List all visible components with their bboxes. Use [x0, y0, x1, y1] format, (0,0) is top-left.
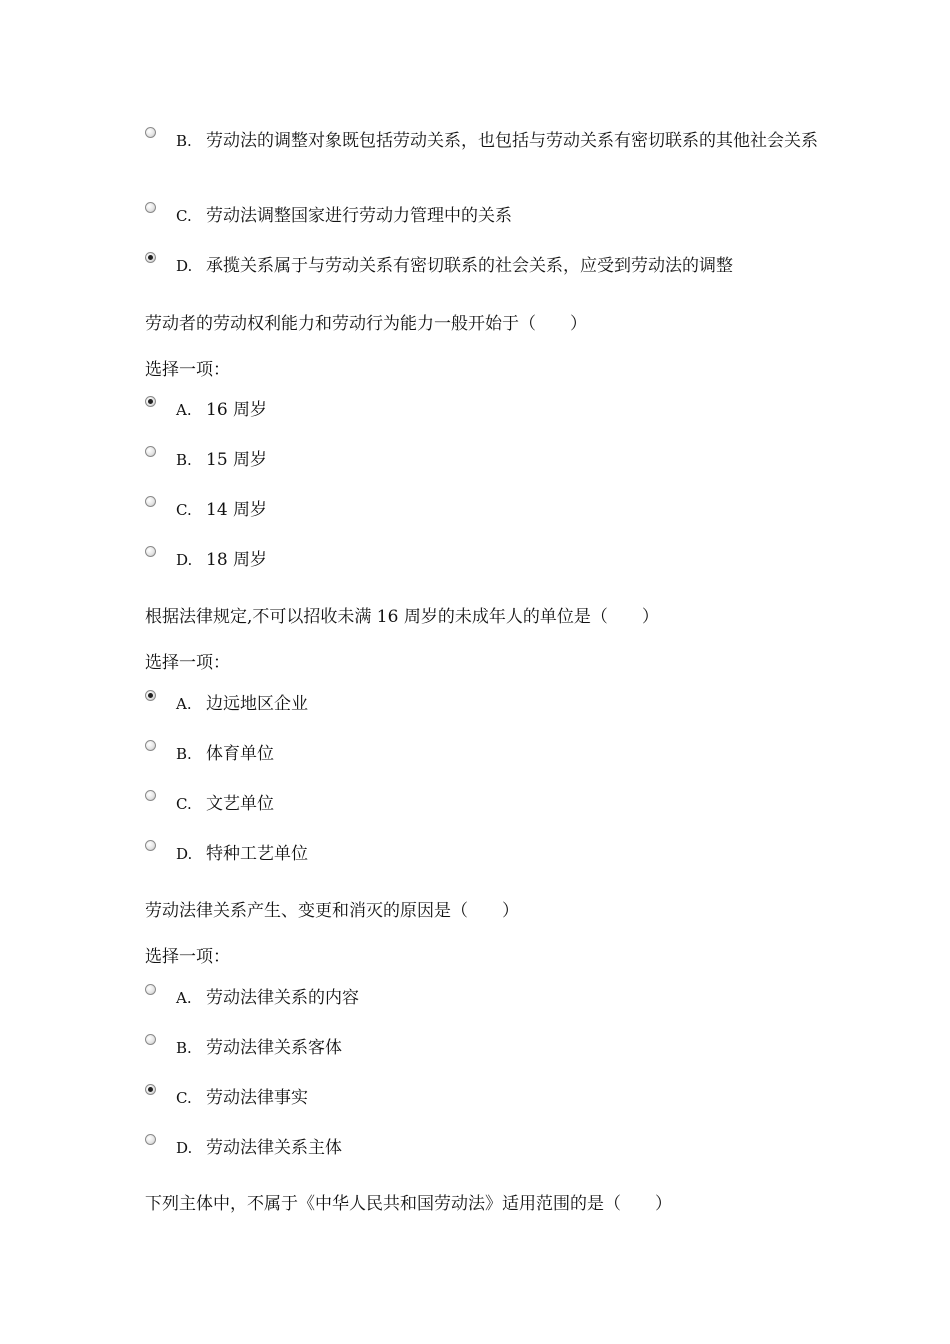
option-text: 体育单位 — [206, 744, 274, 764]
q0-option-b[interactable] — [145, 124, 825, 158]
option-letter: B. — [176, 132, 192, 150]
select-one-prompt: 选择一项： — [145, 947, 230, 967]
option-text: 16 周岁 — [206, 400, 268, 420]
option-text: 18 周岁 — [206, 550, 268, 570]
option-text: 劳动法律关系客体 — [206, 1038, 342, 1058]
radio-button[interactable] — [145, 446, 156, 457]
question-stem: 下列主体中，不属于《中华人民共和国劳动法》适用范围的是（ ） — [145, 1194, 672, 1214]
option-letter: D. — [176, 551, 193, 569]
q3-option-d[interactable] — [145, 1131, 825, 1165]
q1-option-c[interactable] — [145, 493, 825, 527]
radio-button[interactable] — [145, 1034, 156, 1045]
option-text: 14 周岁 — [206, 500, 268, 520]
q1-option-d[interactable] — [145, 543, 825, 577]
option-letter: B. — [176, 451, 192, 469]
question-stem: 劳动法律关系产生、变更和消灭的原因是（ ） — [145, 901, 519, 921]
q2-option-b[interactable] — [145, 737, 825, 771]
q2-option-a[interactable] — [145, 687, 825, 721]
option-letter: D. — [176, 257, 193, 275]
option-text: 15 周岁 — [206, 450, 268, 470]
q3-option-c[interactable] — [145, 1081, 825, 1115]
q0-option-c[interactable] — [145, 199, 825, 233]
radio-button[interactable] — [145, 202, 156, 213]
radio-button[interactable] — [145, 790, 156, 801]
q1-option-a[interactable] — [145, 393, 825, 427]
option-letter: C. — [176, 795, 192, 813]
radio-button-selected[interactable] — [145, 1084, 156, 1095]
option-letter: C. — [176, 1089, 192, 1107]
select-one-prompt: 选择一项： — [145, 360, 230, 380]
option-text: 劳动法律关系的内容 — [206, 988, 359, 1008]
option-letter: A. — [176, 401, 192, 419]
option-text: 劳动法调整国家进行劳动力管理中的关系 — [206, 206, 512, 226]
option-letter: A. — [176, 695, 192, 713]
option-letter: C. — [176, 501, 192, 519]
option-text: 特种工艺单位 — [206, 844, 308, 864]
radio-button-selected[interactable] — [145, 396, 156, 407]
option-text: 劳动法律关系主体 — [206, 1138, 342, 1158]
option-text: 劳动法的调整对象既包括劳动关系，也包括与劳动关系有密切联系的其他社会关系 — [206, 131, 818, 151]
q2-option-d[interactable] — [145, 837, 825, 871]
option-letter: B. — [176, 1039, 192, 1057]
option-text: 劳动法律事实 — [206, 1088, 308, 1108]
radio-button-selected[interactable] — [145, 252, 156, 263]
q1-option-b[interactable] — [145, 443, 825, 477]
q3-option-b[interactable] — [145, 1031, 825, 1065]
question-stem: 根据法律规定,不可以招收未满 16 周岁的未成年人的单位是（ ） — [145, 607, 659, 627]
option-letter: D. — [176, 845, 193, 863]
radio-button[interactable] — [145, 127, 156, 138]
question-stem: 劳动者的劳动权利能力和劳动行为能力一般开始于（ ） — [145, 314, 587, 334]
option-letter: A. — [176, 989, 192, 1007]
radio-button[interactable] — [145, 546, 156, 557]
radio-button[interactable] — [145, 496, 156, 507]
radio-button[interactable] — [145, 984, 156, 995]
option-letter: C. — [176, 207, 192, 225]
q2-option-c[interactable] — [145, 787, 825, 821]
q0-option-d[interactable] — [145, 249, 825, 283]
option-text: 承揽关系属于与劳动关系有密切联系的社会关系，应受到劳动法的调整 — [206, 256, 733, 276]
radio-button-selected[interactable] — [145, 690, 156, 701]
option-letter: D. — [176, 1139, 193, 1157]
select-one-prompt: 选择一项： — [145, 653, 230, 673]
option-text: 文艺单位 — [206, 794, 274, 814]
option-text: 边远地区企业 — [206, 694, 308, 714]
radio-button[interactable] — [145, 840, 156, 851]
q3-option-a[interactable] — [145, 981, 825, 1015]
option-letter: B. — [176, 745, 192, 763]
radio-button[interactable] — [145, 740, 156, 751]
radio-button[interactable] — [145, 1134, 156, 1145]
